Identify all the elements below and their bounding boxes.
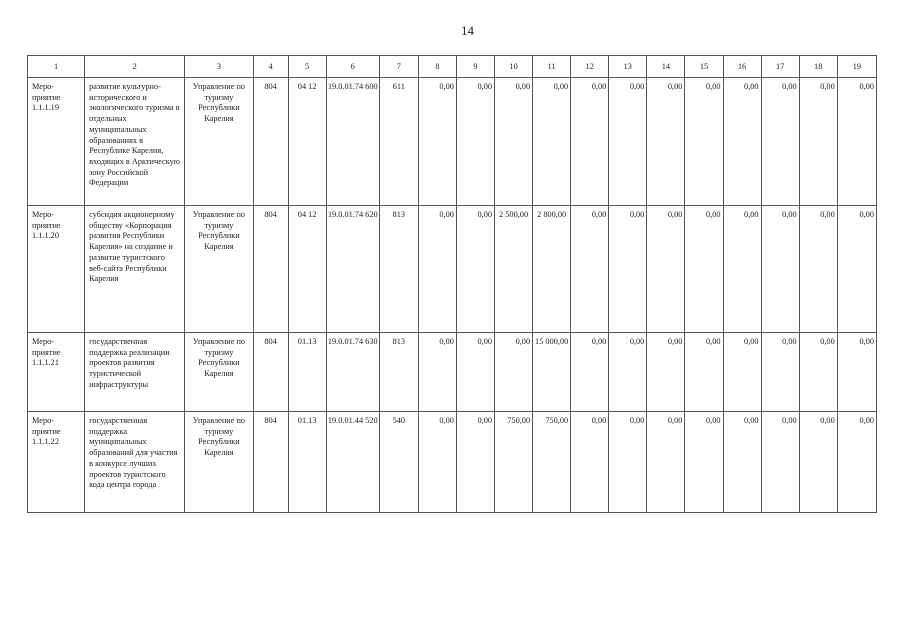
column-header: 7 <box>379 56 418 78</box>
event-description: государственная поддержка реализации проектов развития туристической инфраструктуры <box>85 333 185 412</box>
amount-cell: 0,00 <box>495 333 533 412</box>
budget-table <box>27 55 877 513</box>
amount-cell: 0,00 <box>761 78 799 206</box>
target-article-code: 19.0.01.74 600 <box>326 78 379 206</box>
event-description: развитие культурно-исторического и экологического туризма в отдельных муниципальных образованиях в Республике Карелия, входящих в Арктическую зону Российской Федерации <box>85 78 185 206</box>
target-article-code: 19.0.01.44 520 <box>326 412 379 513</box>
ministry-code: 804 <box>253 333 288 412</box>
amount-cell: 0,00 <box>837 206 876 333</box>
expense-type-code: 813 <box>379 333 418 412</box>
column-header: 4 <box>253 56 288 78</box>
amount-cell: 0,00 <box>418 412 456 513</box>
column-header: 19 <box>837 56 876 78</box>
column-header: 17 <box>761 56 799 78</box>
amount-cell: 0,00 <box>685 78 723 206</box>
amount-cell: 0,00 <box>761 206 799 333</box>
responsible-agency: Управление по туризму Республики Карелия <box>185 333 253 412</box>
amount-cell: 0,00 <box>495 78 533 206</box>
column-header: 10 <box>495 56 533 78</box>
event-number: Меро-приятие 1.1.1.22 <box>28 412 85 513</box>
amount-cell: 0,00 <box>761 333 799 412</box>
table-header-row <box>28 56 877 78</box>
amount-cell: 0,00 <box>571 78 609 206</box>
column-header: 18 <box>799 56 837 78</box>
amount-cell: 0,00 <box>761 412 799 513</box>
column-header: 9 <box>456 56 494 78</box>
amount-cell: 0,00 <box>799 78 837 206</box>
column-header: 1 <box>28 56 85 78</box>
amount-cell: 0,00 <box>685 412 723 513</box>
table-row <box>28 412 877 513</box>
amount-cell: 0,00 <box>609 412 647 513</box>
column-header: 13 <box>609 56 647 78</box>
event-number: Меро-приятие 1.1.1.19 <box>28 78 85 206</box>
section-code: 01.13 <box>288 333 326 412</box>
amount-cell: 0,00 <box>837 78 876 206</box>
column-header: 14 <box>647 56 685 78</box>
column-header: 11 <box>533 56 571 78</box>
column-header: 2 <box>85 56 185 78</box>
amount-cell: 0,00 <box>685 333 723 412</box>
amount-cell: 0,00 <box>647 333 685 412</box>
amount-cell: 0,00 <box>456 333 494 412</box>
event-description: государственная поддержка муниципальных образований для участия в конкурсе лучших проектов туристского кода центра города <box>85 412 185 513</box>
amount-cell: 0,00 <box>418 78 456 206</box>
table-row <box>28 206 877 333</box>
amount-cell: 0,00 <box>418 333 456 412</box>
section-code: 04 12 <box>288 206 326 333</box>
amount-cell: 0,00 <box>456 412 494 513</box>
amount-cell: 2 800,00 <box>533 206 571 333</box>
amount-cell: 0,00 <box>456 78 494 206</box>
amount-cell: 0,00 <box>723 78 761 206</box>
amount-cell: 0,00 <box>609 333 647 412</box>
responsible-agency: Управление по туризму Республики Карелия <box>185 206 253 333</box>
target-article-code: 19.0.01.74 620 <box>326 206 379 333</box>
event-description: субсидия акционерному обществу «Корпорация развития Республики Карелия» на создание и развитие туристского веб-сайта Республики Карелия <box>85 206 185 333</box>
ministry-code: 804 <box>253 206 288 333</box>
amount-cell: 0,00 <box>723 412 761 513</box>
amount-cell: 2 500,00 <box>495 206 533 333</box>
column-header: 15 <box>685 56 723 78</box>
amount-cell: 0,00 <box>799 412 837 513</box>
amount-cell: 0,00 <box>609 206 647 333</box>
expense-type-code: 813 <box>379 206 418 333</box>
event-number: Меро-приятие 1.1.1.20 <box>28 206 85 333</box>
amount-cell: 0,00 <box>609 78 647 206</box>
column-header: 5 <box>288 56 326 78</box>
amount-cell: 15 000,00 <box>533 333 571 412</box>
amount-cell: 0,00 <box>571 206 609 333</box>
target-article-code: 19.0.01.74 630 <box>326 333 379 412</box>
table-row <box>28 333 877 412</box>
amount-cell: 0,00 <box>647 78 685 206</box>
amount-cell: 0,00 <box>647 206 685 333</box>
responsible-agency: Управление по туризму Республики Карелия <box>185 412 253 513</box>
event-number: Меро-приятие 1.1.1.21 <box>28 333 85 412</box>
amount-cell: 0,00 <box>723 333 761 412</box>
ministry-code: 804 <box>253 412 288 513</box>
expense-type-code: 540 <box>379 412 418 513</box>
section-code: 01.13 <box>288 412 326 513</box>
amount-cell: 0,00 <box>799 206 837 333</box>
column-header: 8 <box>418 56 456 78</box>
amount-cell: 0,00 <box>647 412 685 513</box>
amount-cell: 0,00 <box>418 206 456 333</box>
column-header: 6 <box>326 56 379 78</box>
amount-cell: 0,00 <box>837 412 876 513</box>
column-header: 3 <box>185 56 253 78</box>
amount-cell: 0,00 <box>685 206 723 333</box>
section-code: 04 12 <box>288 78 326 206</box>
amount-cell: 0,00 <box>799 333 837 412</box>
ministry-code: 804 <box>253 78 288 206</box>
amount-cell: 0,00 <box>571 333 609 412</box>
page-number: 14 <box>461 23 474 38</box>
amount-cell: 0,00 <box>837 333 876 412</box>
expense-type-code: 611 <box>379 78 418 206</box>
responsible-agency: Управление по туризму Республики Карелия <box>185 78 253 206</box>
column-header: 16 <box>723 56 761 78</box>
amount-cell: 750,00 <box>533 412 571 513</box>
table-row <box>28 78 877 206</box>
amount-cell: 0,00 <box>456 206 494 333</box>
amount-cell: 0,00 <box>723 206 761 333</box>
amount-cell: 0,00 <box>533 78 571 206</box>
amount-cell: 0,00 <box>571 412 609 513</box>
amount-cell: 750,00 <box>495 412 533 513</box>
column-header: 12 <box>571 56 609 78</box>
